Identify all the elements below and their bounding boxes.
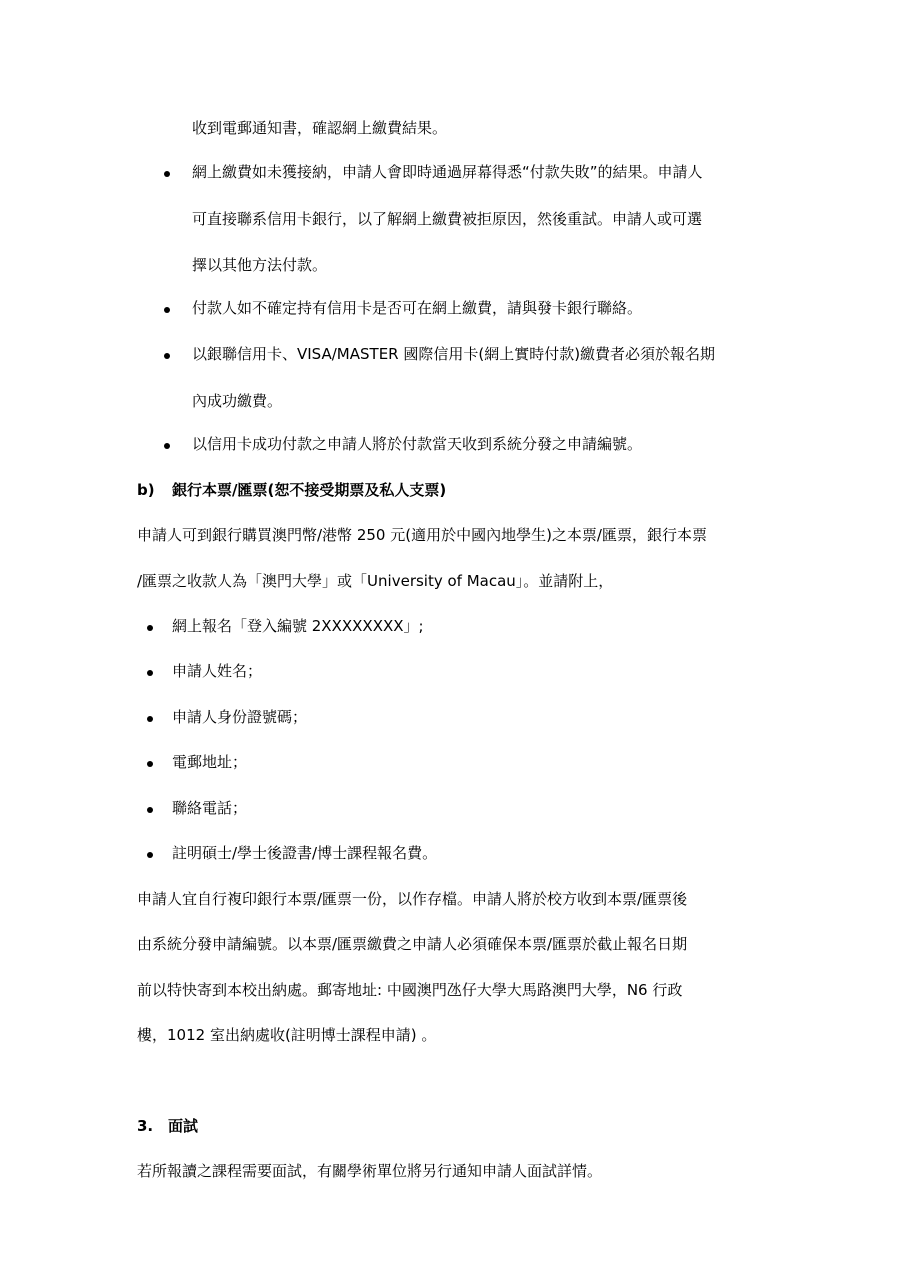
- list-item: 網上報名「登入編號 2XXXXXXXX」;: [172, 617, 424, 635]
- paragraph-line: 申請人宜自行複印銀行本票/匯票一份，以作存檔。申請人將於校方收到本票/匯票後: [137, 890, 688, 908]
- paragraph-line: 前以特快寄到本校出納處。郵寄地址: 中國澳門氹仔大學大馬路澳門大學，N6 行政: [137, 981, 683, 999]
- paragraph-line: /匯票之收款人為「澳門大學」或「University of Macau」。並請附上，: [137, 572, 614, 590]
- section-heading: 銀行本票/匯票(恕不接受期票及私人支票): [172, 481, 447, 499]
- list-item: 申請人姓名；: [172, 662, 263, 680]
- bullet-line: 付款人如不確定持有信用卡是否可在網上繳費，請與發卡銀行聯絡。: [192, 299, 643, 317]
- bullet-dot: [147, 716, 153, 722]
- bullet-line: 網上繳費如未獲接納，申請人會即時通過屏幕得悉“付款失敗”的結果。申請人: [192, 163, 703, 181]
- list-item: 聯絡電話；: [172, 799, 248, 817]
- list-item: 註明碩士/學士後證書/博士課程報名費。: [172, 844, 438, 862]
- bullet-dot: [147, 670, 153, 676]
- bullet-line: 擇以其他方法付款。: [192, 256, 328, 274]
- section-number: 3.: [137, 1117, 154, 1135]
- section-heading: 面試: [168, 1117, 199, 1135]
- list-item: 電郵地址；: [172, 753, 248, 771]
- bullet-dot: [147, 761, 153, 767]
- paragraph-line: 樓，1012 室出納處收(註明博士課程申請) 。: [137, 1026, 437, 1044]
- bullet-dot: [147, 807, 153, 813]
- section-label: b): [137, 481, 155, 499]
- bullet-dot: [147, 852, 153, 858]
- bullet-line: 可直接聯系信用卡銀行，以了解網上繳費被拒原因，然後重試。申請人或可選: [192, 210, 703, 228]
- bullet-dot: [164, 171, 170, 177]
- paragraph-line: 若所報讀之課程需要面試，有關學術單位將另行通知申請人面試詳情。: [137, 1162, 603, 1180]
- bullet-dot: [164, 443, 170, 449]
- bullet-line: 內成功繳費。: [192, 392, 283, 410]
- paragraph-line: 收到電郵通知書，確認網上繳費結果。: [192, 119, 448, 137]
- bullet-line: 以銀聯信用卡、VISA/MASTER 國際信用卡(網上實時付款)繳費者必須於報名期: [192, 345, 716, 363]
- list-item: 申請人身份證號碼；: [172, 708, 308, 726]
- bullet-dot: [164, 353, 170, 359]
- paragraph-line: 申請人可到銀行購買澳門幣/港幣 250 元(適用於中國內地學生)之本票/匯票，銀行本票: [137, 526, 707, 544]
- bullet-dot: [164, 307, 170, 313]
- bullet-line: 以信用卡成功付款之申請人將於付款當天收到系統分發之申請編號。: [192, 435, 643, 453]
- paragraph-line: 由系統分發申請編號。以本票/匯票繳費之申請人必須確保本票/匯票於截止報名日期: [137, 935, 688, 953]
- bullet-dot: [147, 625, 153, 631]
